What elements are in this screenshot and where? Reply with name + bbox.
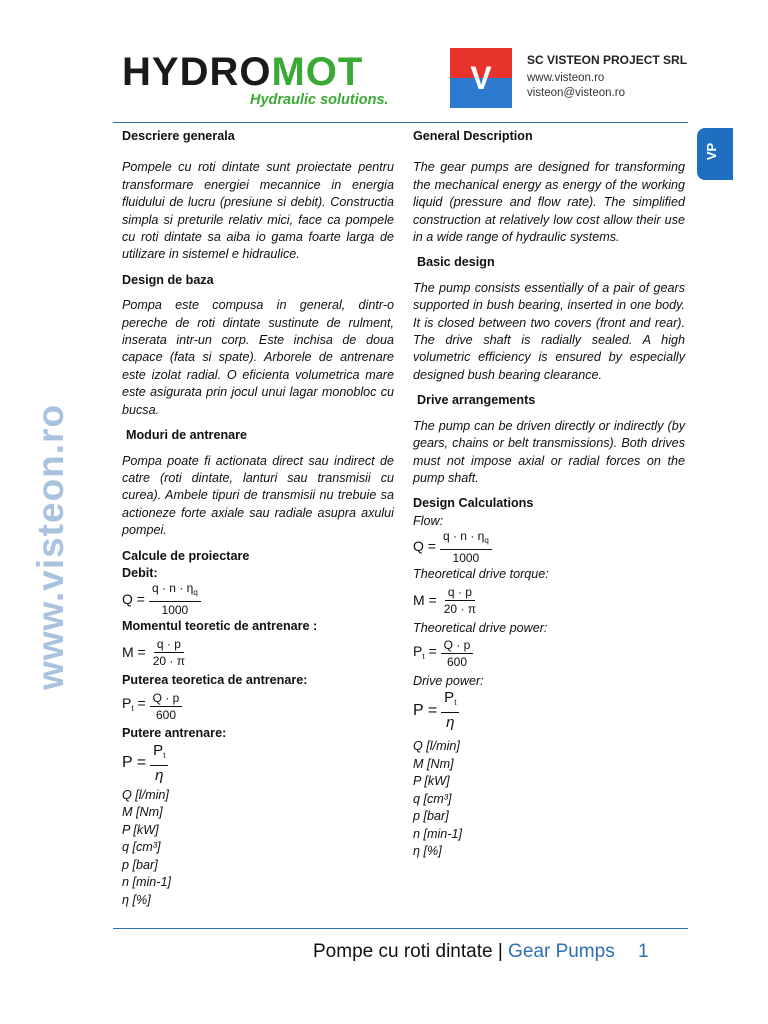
formula-flow-fraction [149,581,201,617]
formula-torque-lhs: M = [413,591,437,608]
unit-item: q [cm³] [413,791,452,806]
formula-tpower-en [413,637,685,671]
logo-part-t: T [337,50,364,94]
formula-tpower-denominator: 600 [446,655,467,670]
formula-tpower-fraction [150,691,183,722]
paragraph-general-en: The gear pumps are designed for transforming the mechanical energy as energy of the working liquid (pressure and flow rate). The simplified construction at relatively low cost allow their use in a wide range of hydraulic systems. [413,160,685,245]
formula-tpower-numerator: Q · p [150,691,183,707]
tpower-lhs-sub: t [131,703,134,713]
label-flow-ro: Debit: [122,565,158,580]
company-email[interactable]: visteon@visteon.ro [527,87,625,99]
heading-drive-en: Drive arrangements [417,393,536,408]
unit-item: n [min-1] [122,875,171,890]
unit-item: P [kW] [413,774,450,789]
label-flow-en: Flow: [413,513,444,528]
unit-item: Q [l/min] [122,787,169,802]
heading-general-ro: Descriere generala [122,129,235,143]
formula-power-lhs: P = [413,701,438,719]
flow-num-text: q · n · η [442,529,485,544]
left-column-ro [122,128,394,909]
tpower-lhs-text: P [413,642,423,659]
formula-power-lhs: P = [122,753,147,771]
formula-flow-ro [122,582,394,616]
formula-torque-fraction [441,585,479,616]
header-divider [113,122,688,123]
formula-torque-numerator: q · p [154,637,184,653]
tpower-eq-sign: = [428,642,437,659]
label-torque-ro: Momentul teoretic de antrenare : [122,619,318,634]
formula-flow-denominator: 1000 [161,603,189,618]
formula-torque-ro [122,636,394,670]
page-number: 1 [637,941,649,962]
formula-tpower-denominator: 600 [155,707,176,722]
flow-num-sub: q [193,588,198,598]
formula-flow-lhs: Q = [122,590,145,607]
formula-flow-numerator [149,581,201,602]
formula-flow-lhs: Q = [413,538,436,555]
formula-tpower-lhs [122,695,146,717]
formula-torque-en [413,584,685,618]
formula-torque-numerator: q · p [445,585,475,601]
unit-item: Q [l/min] [413,739,460,754]
label-power-ro: Putere antrenare: [122,726,227,741]
formula-flow-en [413,530,685,564]
flow-num-text: q · n · η [151,581,194,596]
power-num-sub: t [163,750,166,760]
company-name: SC VISTEON PROJECT SRL [527,53,688,67]
footer-title-en: Gear Pumps [508,941,615,962]
tpower-lhs-sub: t [422,651,425,661]
units-list-ro [122,787,394,910]
footer-divider [113,928,688,929]
unit-item: q [cm³] [122,840,161,855]
label-tpower-en: Theoretical drive power: [413,620,548,635]
label-tpower-ro: Puterea teoretica de antrenare: [122,672,308,687]
tpower-lhs-text: P [122,694,132,711]
company-info [527,53,687,101]
label-torque-en: Theoretical drive torque: [413,567,549,582]
paragraph-design-ro: Pompa este compusa in general, dintr-o pereche de roti dintate sustinute de rulment, inserata intr-un corp. Este inchisa de doua capace (fata si spate). Arborele de antrenare este izolat radial. O eficienta volumetrica mare este asigurata prin jocul unui lagar monobloc cu bucsa. [122,298,394,417]
unit-item: M [Nm] [122,805,163,820]
formula-power-ro [122,743,394,783]
formula-power-fraction [441,689,459,731]
heading-calc-ro: Calcule de proiectare [122,548,250,563]
flow-num-sub: q [484,536,489,546]
formula-power-numerator [441,689,459,713]
side-watermark-url: www.visteon.ro [30,403,71,690]
page-footer [313,941,649,963]
visteon-logo [450,48,512,108]
formula-torque-denominator: 20 · π [443,602,477,617]
formula-torque-denominator: 20 · π [152,654,186,669]
heading-drive-ro: Moduri de antrenare [126,428,248,443]
heading-general-en: General Description [413,129,533,143]
formula-flow-numerator [440,529,492,550]
formula-power-fraction [150,742,168,784]
formula-power-numerator [150,742,168,766]
formula-torque-lhs: M = [122,644,146,661]
formula-power-denominator: η [155,766,164,784]
label-power-en: Drive power: [413,673,484,688]
units-list-en [413,738,685,861]
unit-item: η [%] [413,844,442,859]
unit-item: p [bar] [413,809,449,824]
logo-part-hydro: HYDRO [122,50,272,94]
heading-design-ro: Design de baza [122,272,214,287]
hydromot-logo [122,50,414,112]
formula-power-denominator: η [446,714,455,732]
heading-design-en: Basic design [417,255,495,270]
tpower-eq-sign: = [137,694,146,711]
logo-part-m: M [271,50,306,94]
formula-tpower-fraction [441,638,474,669]
paragraph-drive-ro: Pompa poate fi actionata direct sau indirect de catre (roti dintate, lanturi sau transmisii cu curea). Ambele tipuri de transmisii nu trebuie sa actioneze forte axiale sau radiale asupra axului pompei. [122,453,394,538]
unit-item: p [bar] [122,857,158,872]
paragraph-general-ro: Pompele cu roti dintate sunt proiectate pentru transformare energiei mecannice in energia fluidului de lucru (presiune si debit). Constructia simpla si preturile relativ mici, face ca pompele cu roti dintate sa aiba io gama foarte larga de utilizare in sistemel e hidraulice. [122,160,394,262]
unit-item: P [kW] [122,822,159,837]
paragraph-design-en: The pump consists essentially of a pair of gears supported in bush bearing, inserted in one body. It is closed between two covers (front and rear). The drive shaft is radially sealed. A high volumetric efficiency is ensured by especially designed bush bearing clearance. [413,280,685,382]
logo-tagline: Hydraulic solutions. [250,92,389,108]
formula-torque-fraction [150,637,188,668]
formula-tpower-ro [122,689,394,723]
vp-side-tab [697,128,733,180]
logo-part-o: O [305,50,338,94]
footer-separator: | [497,941,503,962]
vp-tab-label: VP [704,142,720,161]
formula-tpower-lhs [413,643,437,665]
unit-item: n [min-1] [413,826,462,841]
power-num-sub: t [454,698,457,708]
power-num-text: P [444,689,455,707]
formula-power-en [413,690,685,730]
heading-calc-en: Design Calculations [413,496,534,511]
formula-flow-denominator: 1000 [452,551,480,566]
unit-item: M [Nm] [413,756,454,771]
logo-letter: V [470,60,492,96]
unit-item: η [%] [122,892,151,907]
hydromot-wordmark [122,50,363,94]
power-num-text: P [153,741,164,759]
footer-title-ro: Pompe cu roti dintate [313,941,493,962]
paragraph-drive-en: The pump can be driven directly or indirectly (by gears, chains or belt transmissions). Both drives must not impose axial or radial forces on the pump shaft. [413,418,685,485]
formula-flow-fraction [440,529,492,565]
formula-tpower-numerator: Q · p [441,638,474,654]
right-column-en [413,128,685,861]
company-website[interactable]: www.visteon.ro [527,72,605,84]
